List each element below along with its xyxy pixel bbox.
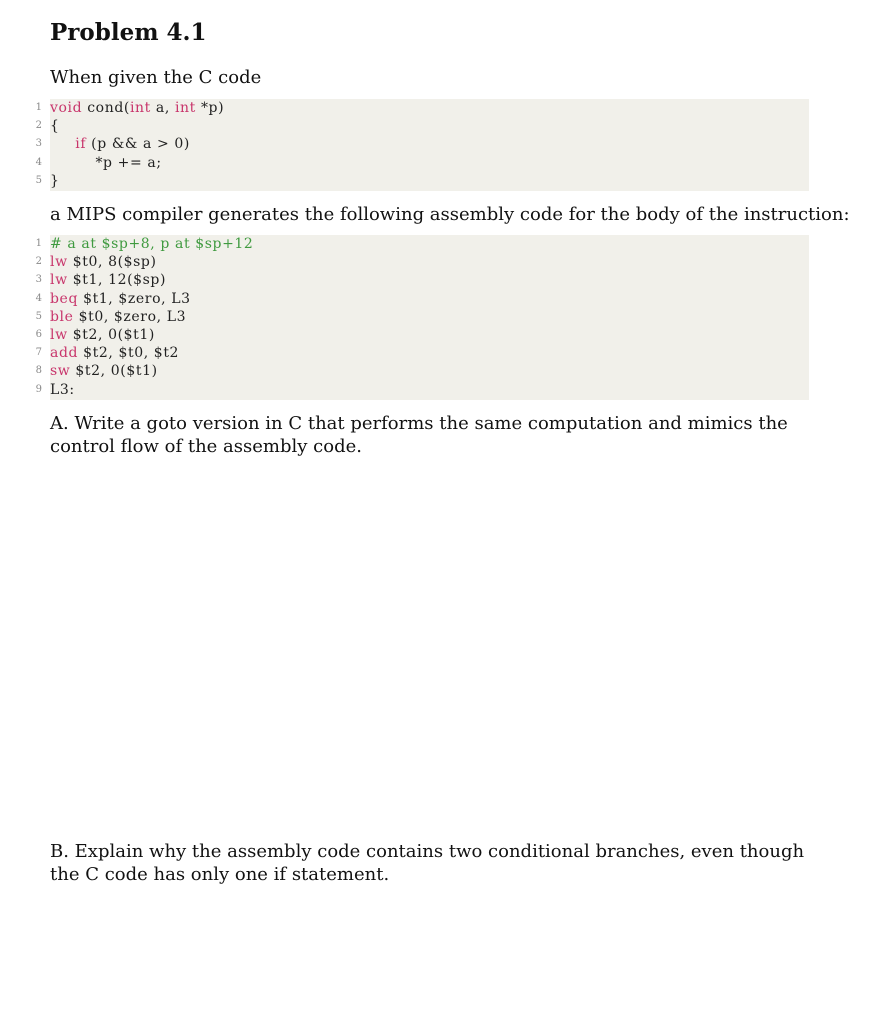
code-line <box>35 271 809 289</box>
code-keyword: if <box>75 136 87 153</box>
line-number: 2 <box>35 120 42 132</box>
asm-code-block <box>35 235 809 400</box>
code-keyword: int <box>129 100 151 116</box>
code-line <box>35 362 809 380</box>
line-number: 4 <box>35 292 42 304</box>
line-number: 8 <box>35 365 42 377</box>
code-line <box>35 253 809 271</box>
code-keyword: sw <box>50 363 71 380</box>
code-text <box>50 136 75 152</box>
line-number: 5 <box>35 174 42 186</box>
code-text: (p && a > 0) <box>86 136 190 153</box>
code-comment: # a at $sp+8, p at $sp+12 <box>50 236 254 252</box>
line-number: 1 <box>35 238 42 249</box>
code-keyword: lw <box>50 326 68 343</box>
code-text: $t0, 8($sp) <box>67 254 157 271</box>
line-number: 4 <box>35 156 42 168</box>
mips-intro-text: a MIPS compiler generates the following assembly code for the body of the instruction: <box>50 204 850 225</box>
code-line <box>35 172 809 190</box>
line-number: 7 <box>35 347 42 359</box>
code-line <box>35 290 809 308</box>
part-a-text: A. Write a goto version in C that performs the same computation and mimics the control flow of the assembly code. <box>50 413 788 457</box>
code-line <box>35 381 809 399</box>
code-line <box>35 235 809 253</box>
line-number: 9 <box>35 383 42 395</box>
c-code-block <box>35 99 809 191</box>
code-text: { <box>50 118 60 135</box>
code-keyword: add <box>50 345 79 362</box>
code-text: $t2, 0($t1) <box>67 326 155 343</box>
line-number: 1 <box>35 102 42 113</box>
code-text: } <box>50 172 60 189</box>
code-keyword: lw <box>50 254 68 271</box>
line-number: 3 <box>35 138 42 150</box>
code-text: L3: <box>50 381 75 398</box>
code-text: $t2, 0($t1) <box>70 363 158 380</box>
part-b-text: B. Explain why the assembly code contains two conditional branches, even though the C code has only one if statement. <box>50 841 805 885</box>
code-line <box>35 326 809 344</box>
code-text: cond( <box>82 100 130 116</box>
code-keyword: ble <box>50 308 74 325</box>
line-number: 6 <box>35 328 42 340</box>
code-text: $t2, $t0, $t2 <box>78 345 180 362</box>
code-line <box>35 344 809 362</box>
code-line <box>35 117 809 135</box>
line-number: 2 <box>35 256 42 268</box>
code-keyword: void <box>50 100 83 116</box>
code-text: $t1, 12($sp) <box>67 272 167 289</box>
code-keyword: beq <box>50 290 79 307</box>
code-keyword: lw <box>50 272 68 289</box>
code-text: $t0, $zero, L3 <box>73 308 187 325</box>
code-text: a, <box>150 100 175 116</box>
code-text: $t1, $zero, L3 <box>78 290 191 307</box>
code-keyword: int <box>174 100 196 116</box>
code-line <box>35 135 809 153</box>
code-text: *p) <box>195 100 225 116</box>
line-number: 3 <box>35 274 42 286</box>
code-line <box>35 308 809 326</box>
line-number: 5 <box>35 310 42 322</box>
problem-title: Problem 4.1 <box>50 19 207 46</box>
intro-text: When given the C code <box>50 67 262 88</box>
code-text: *p += a; <box>50 154 162 171</box>
code-line <box>35 99 809 117</box>
code-line <box>35 154 809 172</box>
